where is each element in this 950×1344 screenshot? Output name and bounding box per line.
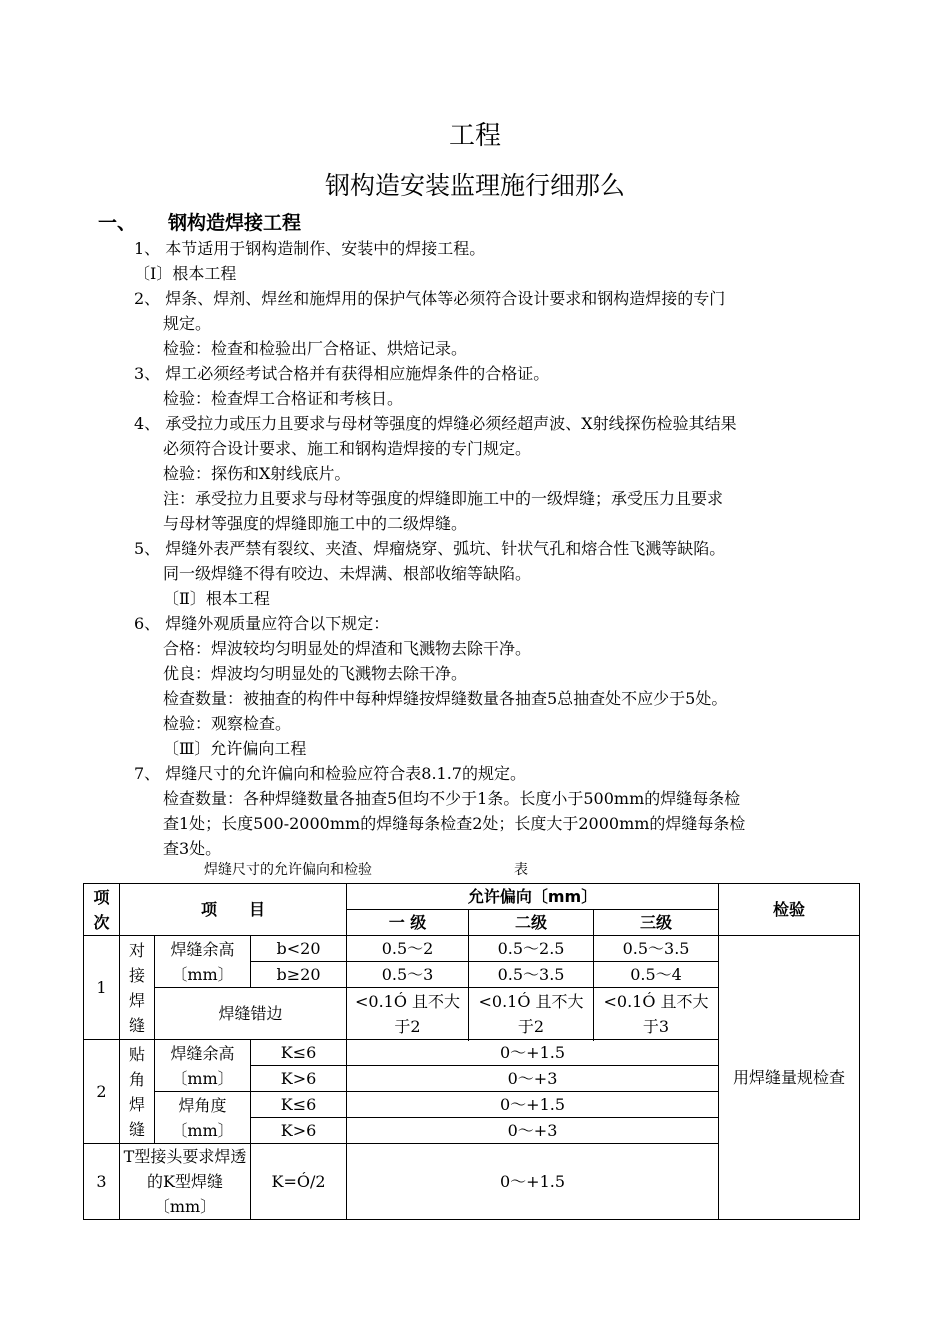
row2-reinforcement: 焊缝余高〔mm〕 [155,1040,251,1092]
row2-b-val2: 0～+3 [347,1118,719,1144]
row2-b-cond1: K≤6 [251,1092,347,1118]
row2-a-val1: 0～+1.5 [347,1040,719,1066]
paragraph-line: 7、 焊缝尺寸的允许偏向和检验应符合表8.1.7的规定。 [134,764,526,783]
row1-misalignment: 焊缝错边 [155,988,347,1040]
row1-cond2: b≥20 [251,962,347,988]
row1-misalign-g3: <0.1Ó 且不大于3 [594,988,719,1040]
row2-a-cond2: K>6 [251,1066,347,1092]
table-caption-suffix: 表 [514,862,528,878]
row2-a-val2: 0～+3 [347,1066,719,1092]
row1-cond2-g3: 0.5～4 [594,962,719,988]
row2-a-cond1: K≤6 [251,1040,347,1066]
paragraph-line: 优良：焊波均匀明显处的飞溅物去除干净。 [163,664,468,683]
doc-title: 工程 [448,121,501,151]
row2-leg-size: 焊角度〔mm〕 [155,1092,251,1144]
paragraph-line: 规定。 [163,314,212,333]
row2-no: 2 [84,1040,120,1144]
paragraph-line: 〔Ⅰ〕根本工程 [134,264,237,283]
row1-no: 1 [84,936,120,1040]
header-grade-3: 三级 [594,910,719,936]
row1-cond2-g2: 0.5～3.5 [469,962,594,988]
header-grade-2: 二级 [469,910,594,936]
row1-misalign-g2: <0.1Ó 且不大于2 [469,988,594,1040]
paragraph-line: 查3处。 [163,839,222,858]
paragraph-line: 3、 焊工必须经考试合格并有获得相应施焊条件的合格证。 [134,364,550,383]
row3-val: 0～+1.5 [347,1144,719,1220]
paragraph-line: 检验：检查焊工合格证和考核日。 [163,389,404,408]
paragraph-line: 4、 承受拉力或压力且要求与母材等强度的焊缝必须经超声波、X射线探伤检验其结果 [134,414,737,433]
row1-cond1-g2: 0.5～2.5 [469,936,594,962]
paragraph-line: 检验：观察检查。 [163,714,292,733]
paragraph-line: 必须符合设计要求、施工和钢构造焊接的专门规定。 [163,439,532,458]
paragraph-line: 合格：焊波较均匀明显处的焊渣和飞溅物去除干净。 [163,639,532,658]
row1-misalign-g1: <0.1Ó 且不大于2 [347,988,469,1040]
row3-cond: K=Ó/2 [251,1144,347,1220]
paragraph-line: 2、 焊条、焊剂、焊丝和施焊用的保护气体等必须符合设计要求和钢构造焊接的专门 [134,289,726,308]
row3-no: 3 [84,1144,120,1220]
paragraph-line: 与母材等强度的焊缝即施工中的二级焊缝。 [163,514,468,533]
section-heading [98,210,301,236]
paragraph-line: 〔Ⅱ〕根本工程 [163,589,270,608]
paragraph-line: 〔Ⅲ〕允许偏向工程 [163,739,307,758]
paragraph-line: 检查数量：各种焊缝数量各抽查5但均不少于1条。长度小于500mm的焊缝每条检 [163,789,741,808]
header-item: 项 目 [120,884,347,936]
header-grade-1: 一 级 [347,910,469,936]
row1-cond1: b<20 [251,936,347,962]
row2-b-cond2: K>6 [251,1118,347,1144]
table-caption-text: 焊缝尺寸的允许偏向和检验 [204,862,372,878]
check-method: 用焊缝量规检查 [719,936,860,1220]
table-caption [204,859,528,881]
section-number: 一、 [98,212,137,234]
row1-type: 对接焊缝 [120,936,155,1040]
paragraph-line: 同一级焊缝不得有咬边、未焊满、根部收缩等缺陷。 [163,564,532,583]
doc-subtitle: 钢构造安装监理施行细那么 [324,171,625,200]
row3-item: T型接头要求焊透的K型焊缝〔mm〕 [120,1144,251,1220]
row2-b-val1: 0～+1.5 [347,1092,719,1118]
paragraph-line: 查1处；长度500-2000mm的焊缝每条检查2处；长度大于2000mm的焊缝每条检 [163,814,746,833]
row1-cond1-g3: 0.5～3.5 [594,936,719,962]
row1-cond1-g1: 0.5～2 [347,936,469,962]
paragraph-line: 5、 焊缝外表严禁有裂纹、夹渣、焊瘤烧穿、弧坑、针状气孔和熔合性飞溅等缺陷。 [134,539,726,558]
paragraph-line: 注：承受拉力且要求与母材等强度的焊缝即施工中的一级焊缝；承受压力且要求 [163,489,724,508]
header-item-no: 项次 [84,884,120,936]
row1-reinforcement: 焊缝余高〔mm〕 [155,936,251,988]
row1-cond2-g1: 0.5～3 [347,962,469,988]
tolerance-table [83,883,860,1220]
paragraph-line: 检查数量：被抽查的构件中每种焊缝按焊缝数量各抽查5总抽查处不应少于5处。 [163,689,728,708]
paragraph-line: 1、 本节适用于钢构造制作、安装中的焊接工程。 [134,239,486,258]
header-check: 检验 [719,884,860,936]
row2-type: 贴角焊缝 [120,1040,155,1144]
paragraph-line: 检验：探伤和X射线底片。 [163,464,351,483]
paragraph-line: 检验：检查和检验出厂合格证、烘焙记录。 [163,339,468,358]
paragraph-line: 6、 焊缝外观质量应符合以下规定： [134,614,390,633]
header-tolerance: 允许偏向〔mm〕 [347,884,719,910]
section-title: 钢构造焊接工程 [168,212,302,234]
